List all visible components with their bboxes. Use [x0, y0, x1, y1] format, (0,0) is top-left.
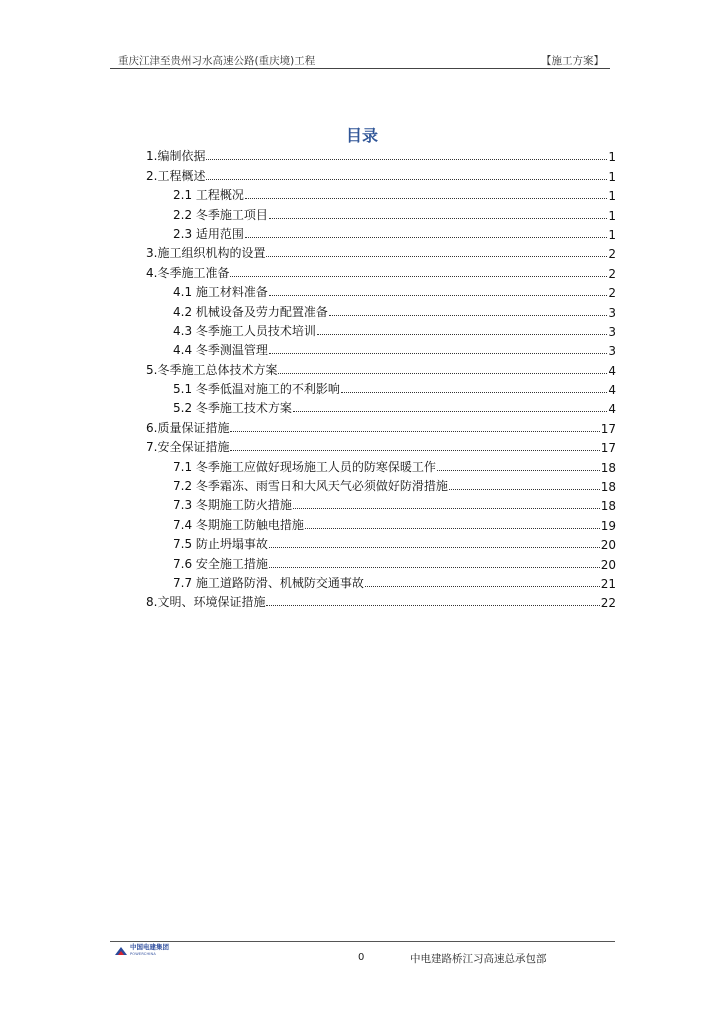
toc-dot-leader [206, 159, 607, 160]
toc-entry-title: 7.2 冬季霜冻、雨雪日和大风天气必须做好防滑措施 [173, 479, 448, 494]
toc-entry[interactable] [146, 281, 616, 300]
toc-entry-page: 2 [608, 286, 616, 301]
toc-entry[interactable] [146, 358, 616, 377]
toc-entry-page: 1 [608, 189, 616, 204]
toc-entry-title: 3.施工组织机构的设置 [146, 246, 266, 261]
toc-entry[interactable] [146, 145, 616, 164]
toc-entry[interactable] [146, 378, 616, 397]
toc-entry-title: 4.3 冬季施工人员技术培训 [173, 323, 316, 338]
toc-entry[interactable] [146, 242, 616, 261]
toc-entry-page: 3 [608, 344, 616, 359]
toc-dot-leader [245, 198, 607, 199]
toc-entry-title: 8.文明、环境保证措施 [146, 595, 266, 610]
toc-entry-page: 1 [608, 169, 616, 184]
toc-entry-title: 2.3 适用范围 [173, 226, 244, 241]
toc-title: 目录 [345, 126, 378, 145]
toc-entry[interactable] [146, 203, 616, 222]
toc-entry-page: 18 [600, 480, 616, 495]
toc-dot-leader [266, 256, 607, 257]
logo-text [130, 944, 169, 958]
toc-entry[interactable] [146, 397, 616, 416]
toc-dot-leader [449, 489, 600, 490]
toc-entry[interactable] [146, 184, 616, 203]
toc-dot-leader [437, 470, 600, 471]
toc-entry-page: 20 [600, 538, 616, 553]
toc-entry-page: 19 [600, 518, 616, 533]
header-project-title: 重庆江津至贵州习水高速公路(重庆境)工程 [118, 55, 316, 67]
toc-entry-page: 17 [600, 441, 616, 456]
toc-entry[interactable] [146, 455, 616, 474]
toc-entry[interactable] [146, 261, 616, 280]
toc-entry-title: 2.1 工程概况 [173, 188, 244, 203]
toc-entry-title: 7.安全保证措施 [146, 440, 230, 455]
toc-entry-page: 2 [608, 247, 616, 262]
toc-entry-title: 6.质量保证措施 [146, 420, 230, 435]
toc-dot-leader [269, 295, 607, 296]
toc-entry[interactable] [146, 164, 616, 183]
toc-entry[interactable] [146, 436, 616, 455]
toc-entry[interactable] [146, 533, 616, 552]
toc-entry-title: 5.1 冬季低温对施工的不利影响 [173, 382, 340, 397]
toc-dot-leader [278, 373, 607, 374]
toc-entry-title: 4.1 施工材料准备 [173, 285, 268, 300]
toc-entry-title: 7.7 施工道路防滑、机械防交通事故 [173, 575, 364, 590]
toc-dot-leader [365, 586, 600, 587]
toc-entry-page: 3 [608, 305, 616, 320]
toc-entry-title: 7.1 冬季施工应做好现场施工人员的防寒保暖工作 [173, 459, 436, 474]
toc-entry-page: 17 [600, 421, 616, 436]
toc-entry-page: 4 [608, 383, 616, 398]
toc-dot-leader [230, 450, 599, 451]
toc-entry-title: 7.6 安全施工措施 [173, 556, 268, 571]
toc-dot-leader [317, 334, 607, 335]
toc-dot-leader [269, 353, 607, 354]
toc-entry-page: 18 [600, 460, 616, 475]
company-logo [114, 944, 169, 958]
toc-entry-title: 4.冬季施工准备 [146, 265, 230, 280]
toc-entry-title: 7.4 冬期施工防触电措施 [173, 517, 304, 532]
toc-dot-leader [305, 528, 600, 529]
toc-entry-page: 18 [600, 499, 616, 514]
toc-dot-leader [329, 315, 607, 316]
toc-entry-page: 1 [608, 227, 616, 242]
toc-entry-title: 5.2 冬季施工技术方案 [173, 401, 292, 416]
toc-entry[interactable] [146, 591, 616, 610]
toc-entry-title: 1.编制依据 [146, 149, 206, 164]
toc-entry-page: 3 [608, 324, 616, 339]
toc-entry-page: 22 [600, 596, 616, 611]
toc-entry[interactable] [146, 475, 616, 494]
toc-entry[interactable] [146, 320, 616, 339]
toc-dot-leader [293, 508, 600, 509]
logo-name: 中国电建集团 [130, 943, 169, 951]
footer-organization: 中电建路桥江习高速总承包部 [410, 953, 547, 965]
toc-entry-title: 7.5 防止坍塌事故 [173, 537, 268, 552]
page-footer [110, 941, 615, 970]
header-doc-type: 【施工方案】 [541, 55, 604, 67]
toc-entry[interactable] [146, 416, 616, 435]
toc-entry[interactable] [146, 572, 616, 591]
toc-entry[interactable] [146, 300, 616, 319]
toc-entry[interactable] [146, 223, 616, 242]
page-number: 0 [358, 952, 365, 963]
toc-entry[interactable] [146, 494, 616, 513]
toc-entry-page: 4 [608, 402, 616, 417]
toc-entry-page: 21 [600, 576, 616, 591]
toc-dot-leader [230, 276, 607, 277]
toc-entry-title: 2.工程概述 [146, 168, 206, 183]
toc-dot-leader [230, 431, 599, 432]
page-header [110, 50, 610, 69]
toc-dot-leader [245, 237, 607, 238]
toc-entry-page: 2 [608, 266, 616, 281]
toc-entry-page: 1 [608, 208, 616, 223]
toc-entry-title: 2.2 冬季施工项目 [173, 207, 268, 222]
toc-dot-leader [266, 605, 599, 606]
toc-entry-title: 4.4 冬季测温管理 [173, 343, 268, 358]
toc-entry[interactable] [146, 513, 616, 532]
toc-entry-title: 4.2 机械设备及劳力配置准备 [173, 304, 328, 319]
toc-entry-page: 20 [600, 557, 616, 572]
toc-dot-leader [293, 411, 607, 412]
toc-entry-title: 7.3 冬期施工防火措施 [173, 498, 292, 513]
toc-entry-title: 5.冬季施工总体技术方案 [146, 362, 278, 377]
toc-entry[interactable] [146, 552, 616, 571]
toc-entry-page: 1 [608, 150, 616, 165]
toc-dot-leader [206, 179, 607, 180]
logo-mark-icon [114, 946, 128, 957]
logo-subtitle: POWERCHINA [130, 952, 156, 956]
toc-dot-leader [269, 567, 600, 568]
toc-dot-leader [269, 547, 600, 548]
toc-dot-leader [269, 218, 607, 219]
toc-dot-leader [341, 392, 607, 393]
toc-entry-page: 4 [608, 363, 616, 378]
toc-entry[interactable] [146, 339, 616, 358]
table-of-contents [146, 145, 616, 610]
